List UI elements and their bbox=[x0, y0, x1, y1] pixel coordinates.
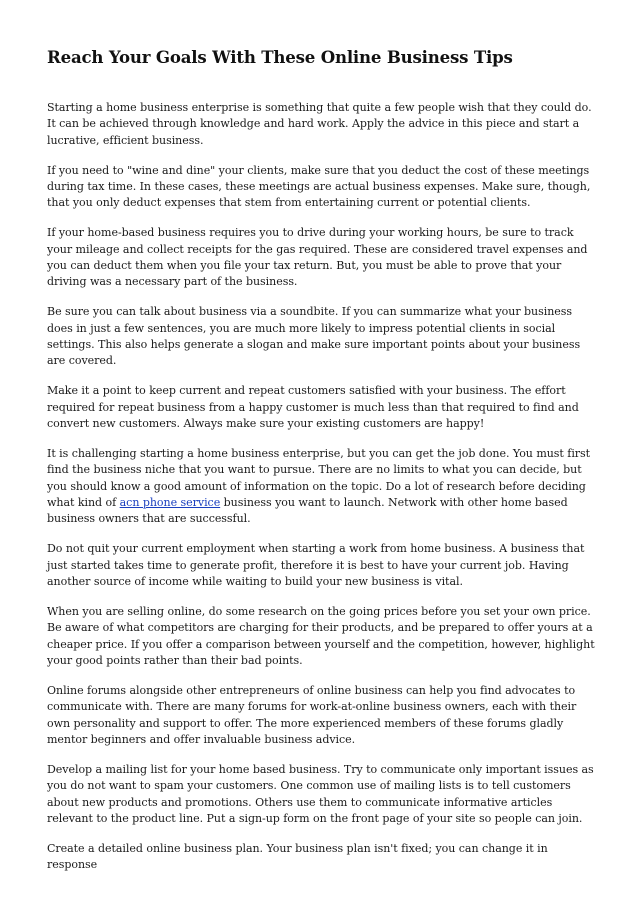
paragraph-text-before-link: It is challenging starting a home business enterprise, but you can get the job done. You must first find the business niche that you want to pursue. There are no limits to what you can decide, but you should know a good amount of information on the topic. Do a lot of research before deciding what kind of bbox=[47, 447, 591, 509]
paragraph-soundbite: Be sure you can talk about business via a soundbite. If you can summarize what your business does in just a few sentences, you are much more likely to impress potential clients in social settings. This also helps generate a slogan and make sure important points about your business are covered. bbox=[47, 305, 581, 368]
paragraph-intro: Starting a home business enterprise is something that quite a few people wish that they could do. It can be achieved through knowledge and hard work. Apply the advice in this piece and start a lucrative, efficient business. bbox=[47, 101, 592, 147]
paragraph-text-after-link: business you want to launch. Network with other home based business owners that are successful. bbox=[47, 495, 568, 526]
paragraph-online-forums: Online forums alongside other entrepreneurs of online business can help you find advocates to communicate with. There are many forums for work-at-online business owners, each with their own personality and support to offer. The more experienced members of these forums gladly mentor beginners and offer invaluable business advice. bbox=[47, 683, 577, 746]
document-page bbox=[47, 46, 595, 887]
paragraph-business-niche bbox=[47, 446, 595, 527]
acn-phone-service-link[interactable]: acn phone service bbox=[119, 495, 221, 509]
paragraph-pricing: When you are selling online, do some research on the going prices before you set your own price. Be aware of what competitors are charging for their products, and be prepared to offer yours at a cheaper price. If you offer a comparison between yourself and the competition, however, highlight your good points rather than their bad points. bbox=[47, 605, 595, 667]
paragraph-mileage: If your home-based business requires you to drive during your working hours, be sure to track your mileage and collect receipts for the gas required. These are considered travel expenses and you can deduct them when you file your tax return. But, you must be able to prove that your driving was a necessary part of the business. bbox=[47, 226, 588, 289]
paragraph-mailing-list: Develop a mailing list for your home based business. Try to communicate only important issues as you do not want to spam your customers. One common use of mailing lists is to tell customers about new products and promotions. Others use them to communicate informative articles relevant to the product line. Put a sign-up form on the front page of your site so people can join. bbox=[47, 762, 594, 825]
paragraph-wine-and-dine: If you need to "wine and dine" your clients, make sure that you deduct the cost of these meetings during tax time. In these cases, these meetings are actual business expenses. Make sure, though, that you only deduct expenses that stem from entertaining current or potential clients. bbox=[47, 163, 591, 210]
paragraph-current-employment: Do not quit your current employment when starting a work from home business. A business that just started takes time to generate profit, therefore it is best to have your current job. Having another source of income while waiting to build your new business is vital. bbox=[47, 542, 585, 588]
page-title: Reach Your Goals With These Online Business Tips bbox=[47, 47, 513, 67]
paragraph-repeat-customers: Make it a point to keep current and repeat customers satisfied with your business. The effort required for repeat business from a happy customer is much less than that required to find and convert new customers. Always make sure your existing customers are happy! bbox=[47, 384, 579, 430]
paragraph-business-plan: Create a detailed online business plan. Your business plan isn't fixed; you can change it in response bbox=[47, 841, 548, 872]
